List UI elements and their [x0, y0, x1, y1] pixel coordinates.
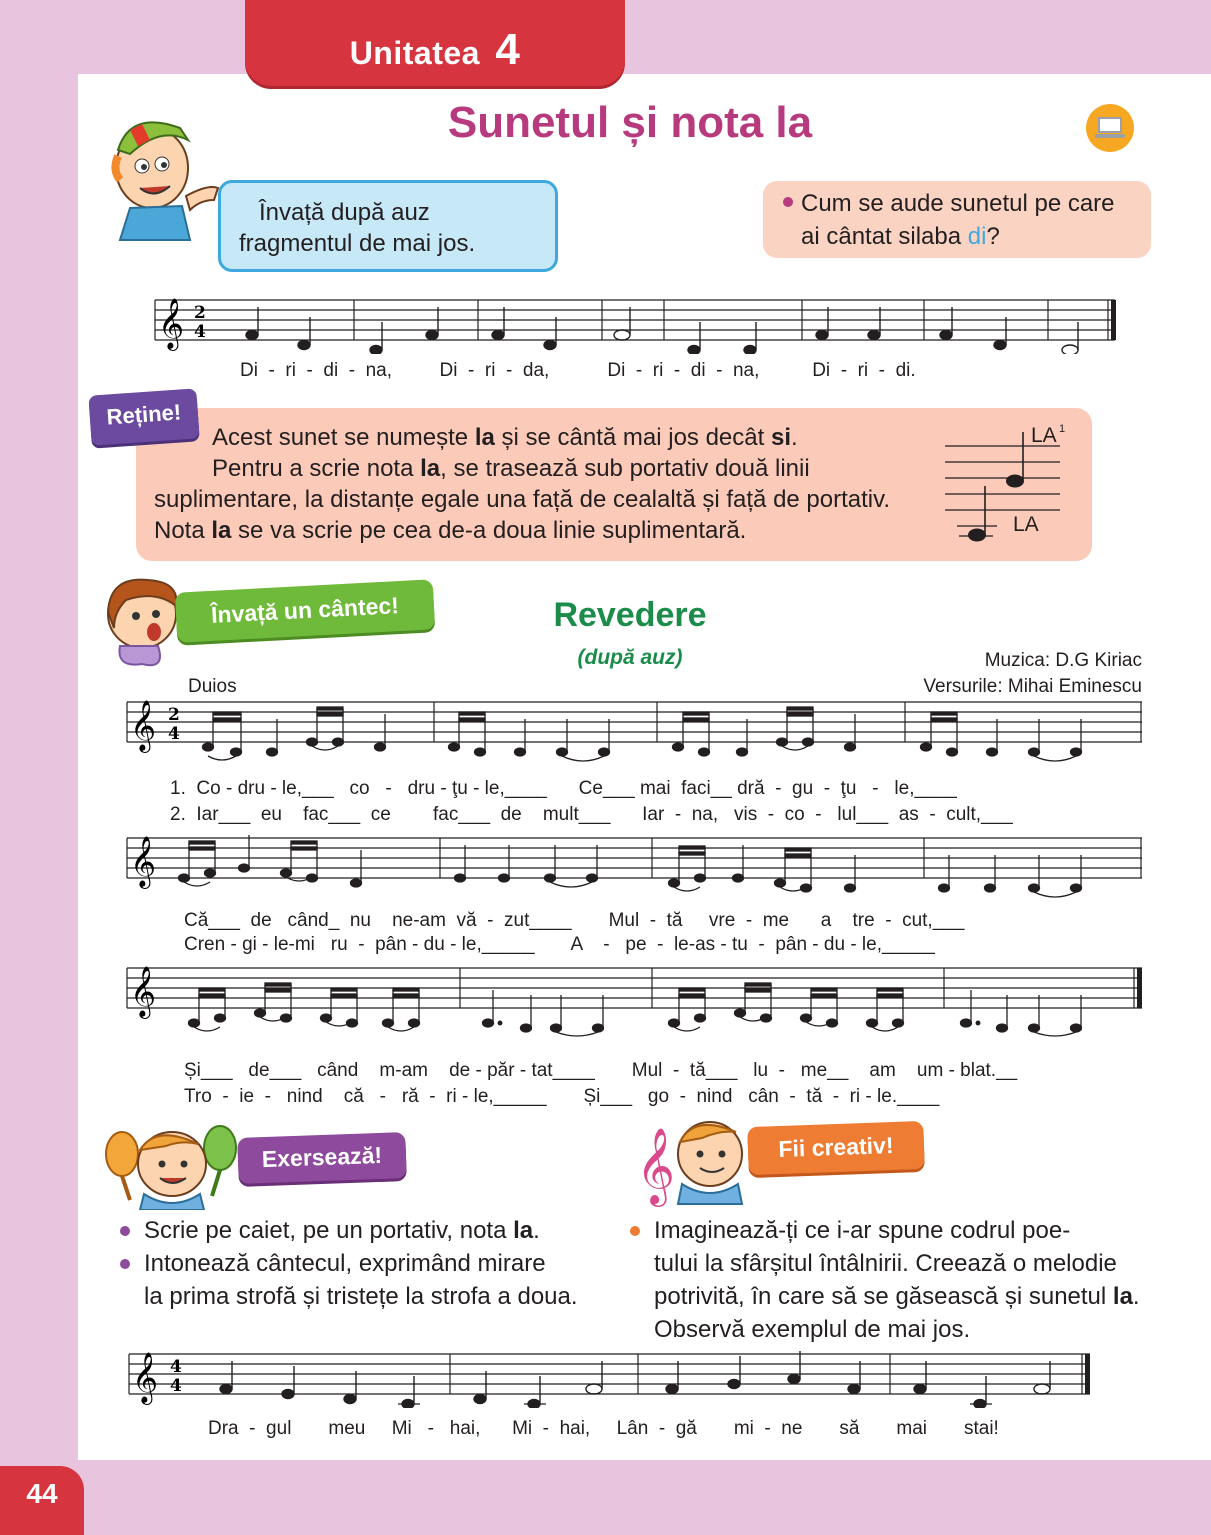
treble-clef-icon: 𝄞: [158, 298, 185, 349]
la-label: LA: [1013, 513, 1039, 536]
tempo-marking: Duios: [188, 676, 237, 697]
song-staff-row-3: [122, 960, 1144, 1040]
unit-tab: [245, 0, 625, 86]
time-signature-bottom: 4: [168, 724, 180, 744]
question-bubble: [763, 181, 1151, 258]
exercise-tag: Exersează!: [237, 1132, 407, 1184]
computer-icon[interactable]: [1086, 104, 1134, 152]
child-with-maracas-illustration: [96, 1120, 246, 1210]
treble-clef-icon: 𝄞: [130, 700, 157, 751]
treble-clef-icon: 𝄞: [130, 836, 157, 887]
la1-superscript: 1: [1059, 423, 1065, 435]
la1-label: LA: [1031, 424, 1057, 447]
unit-number: 4: [495, 25, 521, 74]
left-decorative-band: [0, 0, 78, 1535]
treble-clef-icon: 𝄞: [132, 1352, 159, 1403]
retine-tag: Reține!: [88, 388, 199, 445]
last-staff-lyrics: Dra - gul meu Mi - hai, Mi - hai, Lân - gă mi - ne să mai stai!: [208, 1418, 999, 1439]
music-credit: Muzica: D.G Kiriac: [984, 650, 1142, 671]
page-title: Sunetul și nota la: [447, 98, 813, 147]
time-signature-top: 4: [170, 1357, 182, 1377]
unit-label: Unitatea: [349, 35, 480, 71]
song-row-2-verse-2: Cren - gi - le-mi ru - pân - du - le,_____ A - pe - le-as - tu - pân - du - le,_____: [184, 934, 935, 955]
song-title: Revedere: [553, 596, 707, 634]
instruction-text: Învață după auz fragmentul de mai jos.: [239, 199, 476, 257]
bottom-decorative-band: [78, 1460, 1211, 1535]
first-staff-lyrics: Di - ri - di - na, Di - ri - da, Di - ri - di - na, Di - ri - di.: [240, 360, 916, 381]
song-row-3-verse-1: Și___ de___ când m-am de - păr - tat____ Mul - tă___ lu - me__ am um - blat.__: [184, 1060, 1018, 1081]
question-text: Cum se aude sunetul pe care ai cântat silaba: [801, 190, 1115, 250]
song-row-2-verse-1: Că___ de când_ nu ne-am vă - zut____ Mul - tă vre - me a tre - cut,___: [184, 910, 965, 931]
retine-line-4: Nota la se va scrie pe cea de-a doua linie suplimentară.: [154, 517, 747, 544]
bullet-dot: [783, 197, 793, 207]
first-music-staff: [150, 292, 1120, 354]
song-staff-row-2: [122, 830, 1144, 902]
time-signature-top: 2: [194, 303, 206, 323]
lyrics-credit: Versurile: Mihai Eminescu: [923, 676, 1142, 697]
creative-tag: Fii creativ!: [747, 1121, 925, 1175]
exercise-item-1: Scrie pe caiet, pe un portativ, nota la.: [118, 1214, 618, 1247]
time-signature-bottom: 4: [170, 1376, 182, 1396]
boy-character-illustration: [90, 100, 220, 250]
time-signature-bottom: 4: [194, 322, 206, 342]
question-syllable: di: [967, 223, 987, 250]
creative-list: [628, 1214, 1158, 1346]
learn-song-tag: Învață un cântec!: [175, 579, 435, 642]
question-suffix: ?: [986, 223, 1000, 250]
song-row-1-verse-1: 1. Co - dru - le,___ co - dru - ţu - le,____ Ce___ mai faci__ dră - gu - ţu - le,____: [170, 778, 957, 799]
exercise-item-2: Intonează cântecul, exprimând mirare la prima strofă și tristețe la strofa a doua.: [118, 1247, 618, 1313]
instruction-bubble: [218, 180, 558, 272]
page-number: 44: [0, 1466, 84, 1535]
creative-item: Imaginează-ți ce i-ar spune codrul poe- tului la sfârșitul întâlnirii. Creează o melodie potrivită, în care să se găsească și sunetul la. Observă exemplul de mai jos.: [628, 1214, 1158, 1346]
retine-line-2: Pentru a scrie nota la, se trasează sub portativ două linii: [212, 455, 810, 482]
retine-line-3: suplimentare, la distanțe egale una față de cealaltă și față de portativ.: [154, 486, 891, 513]
song-row-3-verse-2: Tro - ie - nind că - ră - ri - le,_____ Și___ go - nind cân - tă - ri - le.____: [184, 1086, 940, 1107]
child-with-clef-illustration: [636, 1112, 760, 1208]
treble-clef-icon: 𝄞: [636, 1127, 676, 1204]
treble-clef-icon: 𝄞: [130, 966, 157, 1017]
song-staff-row-1: [122, 694, 1144, 766]
note-la-diagram: [935, 420, 1065, 550]
exercise-list: [118, 1214, 618, 1313]
retine-line-1: Acest sunet se numește la și se cântă mai jos decât si.: [212, 424, 798, 451]
song-subtitle: (după auz): [577, 646, 683, 669]
time-signature-top: 2: [168, 705, 180, 725]
song-row-1-verse-2: 2. Iar___ eu fac___ ce fac___ de mult___ Iar - na, vis - co - lul___ as - cult,___: [170, 804, 1013, 825]
last-music-staff: [124, 1346, 1104, 1408]
